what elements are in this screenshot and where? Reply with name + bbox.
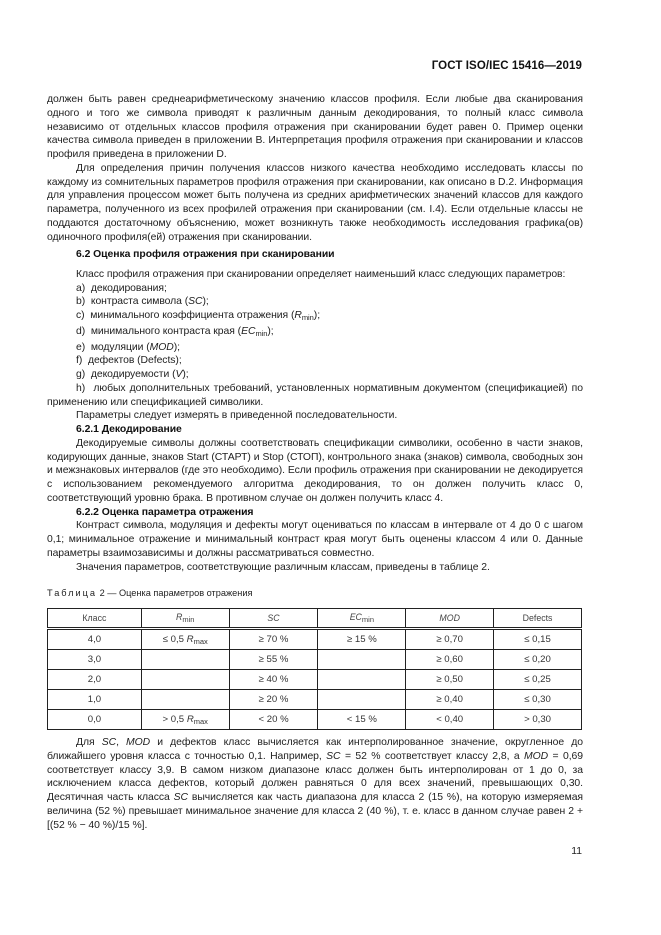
list-text-end: );: [267, 325, 274, 337]
symbol-sc: SC: [326, 750, 341, 762]
list-item-c: [47, 309, 583, 325]
list-item-b: [47, 295, 583, 309]
intro-paragraph-2: Для определения причин получения классов низкого качества необходимо исследовать классы по каждому из сомнительных параметров профиля отражения при сканировании, как описано в D.2. Информация для управления процессом может быть получена из средних арифметических значений классов для каждого параметра, полученного из всех профилей отражения при сканировании (см. I.4). Если отдельные классы не поддаются достаточному объяснению, может возникнуть также необходимость исследования графика(ов) одиночного профиля(ей) отражения при сканировании.: [47, 162, 583, 243]
cell-rmin-prefix: ≤ 0,5: [162, 633, 187, 645]
list-text: дефектов (Defects);: [87, 355, 182, 367]
section-6-2-1-heading: 6.2.1 Декодирование: [76, 424, 182, 435]
list-text: контраста символа (: [90, 296, 189, 308]
section-6-2: [47, 248, 583, 574]
cell-defects: ≤ 0,25: [494, 670, 582, 690]
cell-rmin: [141, 690, 229, 710]
header-ecmin: [318, 609, 406, 629]
cell-grade: 3,0: [48, 650, 142, 670]
subscript-min: min: [301, 313, 314, 322]
closing-paragraph: [47, 736, 583, 832]
document-standard-header: ГОСТ ISO/IEC 15416—2019: [431, 60, 582, 72]
cell-mod: ≥ 0,50: [406, 670, 494, 690]
text-run: и дефектов класс вычисляется как интерполированное значение, округленное до ближайшего уровня класса с точностью 0,1. Например,: [47, 737, 583, 762]
table-body: [48, 629, 582, 730]
list-text-end: );: [202, 296, 209, 308]
cell-rmin-symbol: R: [186, 633, 194, 645]
cell-rmin: [141, 710, 229, 730]
list-text: минимального коэффициента отражения (: [90, 310, 295, 321]
text-run: Для: [76, 737, 102, 748]
section-6-2-1-text: Декодируемые символы должны соответствовать спецификации символики, особенно в части знаков, кодирующих данные, знаков Start (СТАРТ) и Stop (СТОП), контрольного знака (знаков) символа, свободных зон и межзнаковых интервалов (где это необходимо). Если профиль отражения при сканировании не декодируется с использованием рекомендуемого алгоритма декодирования, то он должен получить класс 0, соответствующий уровню брака. В противном случае он должен получить класс 4.: [47, 437, 583, 504]
cell-mod: ≥ 0,40: [406, 690, 494, 710]
list-marker: d): [76, 325, 86, 337]
symbol-ec: EC: [241, 325, 256, 337]
cell-sc: ≥ 55 %: [229, 650, 318, 670]
cell-rmin: [141, 629, 229, 650]
list-item-a: [47, 282, 583, 296]
symbol-sc: SC: [101, 737, 117, 748]
header-ecmin-symbol: EC: [349, 612, 362, 622]
cell-rmin-subscript: max: [193, 636, 208, 646]
list-marker: c): [76, 310, 85, 321]
list-text: декодирования;: [90, 282, 167, 294]
list-text: минимального контраста края (: [90, 325, 242, 337]
cell-rmin-prefix: > 0,5: [162, 713, 187, 725]
text-run: = 0,69 соответствует классу 3,9. В самом низком диапазоне класс должен быть интерполирован от 1 до 0, за исключением класса дефектов, который должен равняться 0 для всех значений, превышающих 0,30. Десятичная часть класса: [47, 750, 583, 803]
cell-ecmin: ≥ 15 %: [318, 629, 406, 650]
cell-ecmin: < 15 %: [318, 710, 406, 730]
cell-mod: < 0,40: [406, 710, 494, 730]
table-row: [48, 650, 582, 670]
cell-defects: ≤ 0,30: [494, 690, 582, 710]
table-row: [48, 629, 582, 650]
list-text-end: );: [182, 369, 189, 380]
text-run: вычисляется как часть диапазона для класса 2 (15 %), на которую измеряемая величина (52 %) превышает минимальное значение для класса 2 (40 %), т. е. класс в данном случае равен 2 + [(52 % − 40 %)/15 %].: [47, 792, 584, 831]
cell-sc: ≥ 70 %: [229, 629, 318, 650]
cell-sc: ≥ 20 %: [229, 690, 318, 710]
cell-sc: ≥ 40 %: [229, 670, 318, 690]
table-header-row: [48, 609, 582, 629]
header-mod: MOD: [406, 609, 494, 629]
table-row: [48, 670, 582, 690]
cell-grade: 0,0: [48, 710, 142, 730]
closing-section: [47, 736, 583, 832]
list-marker: a): [76, 282, 86, 294]
section-6-2-2-paragraph-1: Контраст символа, модуляция и дефекты могут оцениваться по классам в интервале от 4 до 0 с шагом 0,1; минимальное отражение и минимальный контраст края могут быть оценены классом 4 или 0. Данные параметры взаимозависимы и должны рассматриваться совместно.: [47, 520, 583, 559]
list-item-f: [47, 354, 583, 368]
table-caption-text: 2 — Оценка параметров отражения: [99, 588, 253, 598]
page-number: 11: [571, 846, 582, 857]
header-rmin: [141, 609, 229, 629]
cell-mod: ≥ 0,60: [406, 650, 494, 670]
cell-grade: 1,0: [48, 690, 142, 710]
cell-rmin: [141, 650, 229, 670]
table-caption: [47, 588, 252, 598]
list-text: любых дополнительных требований, установленных нормативным документом (спецификацией) по применению или спецификацией символики.: [47, 382, 583, 408]
list-item-h: [47, 382, 583, 410]
intro-section: [47, 93, 583, 244]
table-caption-label: Таблица: [47, 588, 98, 598]
section-6-2-heading: 6.2 Оценка профиля отражения при сканировании: [76, 249, 335, 260]
cell-grade: 4,0: [48, 629, 142, 650]
text-run: ,: [116, 737, 127, 748]
list-item-e: [47, 341, 583, 355]
cell-defects: ≤ 0,15: [494, 629, 582, 650]
list-marker: h): [76, 382, 86, 394]
cell-rmin-subscript: max: [193, 716, 208, 726]
symbol-mod: MOD: [524, 750, 549, 762]
header-defects: Defects: [494, 609, 582, 629]
header-sc: SC: [229, 609, 318, 629]
cell-defects: ≤ 0,20: [494, 650, 582, 670]
section-6-2-2-paragraph-2: Значения параметров, соответствующие различным классам, приведены в таблице 2.: [76, 561, 490, 573]
list-text: декодируемости (: [90, 369, 176, 380]
cell-ecmin: [318, 690, 406, 710]
header-rmin-subscript: min: [182, 615, 195, 624]
text-run: = 52 % соответствует классу 2,8, а: [340, 750, 524, 762]
header-ecmin-subscript: min: [361, 615, 375, 624]
symbol-mod: MOD: [126, 737, 151, 748]
header-rmin-symbol: R: [176, 612, 183, 622]
cell-mod: ≥ 0,70: [406, 629, 494, 650]
cell-sc: < 20 %: [229, 710, 318, 730]
symbol-sc: SC: [188, 296, 203, 308]
list-text-end: );: [313, 310, 321, 321]
header-grade: Класс: [48, 609, 142, 629]
cell-rmin: [141, 670, 229, 690]
list-item-d: [47, 325, 583, 341]
cell-ecmin: [318, 650, 406, 670]
cell-ecmin: [318, 670, 406, 690]
list-item-g: [47, 368, 583, 382]
list-marker: b): [76, 296, 86, 308]
table-row: [48, 690, 582, 710]
symbol-mod: MOD: [149, 341, 174, 353]
table-row: [48, 710, 582, 730]
cell-defects: > 0,30: [494, 710, 582, 730]
list-text-end: );: [173, 341, 180, 353]
symbol-r: R: [294, 310, 302, 321]
cell-grade: 2,0: [48, 670, 142, 690]
list-marker: e): [76, 341, 86, 353]
symbol-sc: SC: [173, 792, 189, 803]
order-note: Параметры следует измерять в приведенной последовательности.: [76, 410, 398, 422]
section-6-2-2-heading: 6.2.2 Оценка параметра отражения: [76, 506, 254, 518]
cell-rmin-symbol: R: [186, 713, 194, 725]
list-marker: f): [76, 355, 83, 367]
list-text: модуляции (: [90, 341, 150, 353]
subscript-min: min: [255, 328, 268, 338]
intro-paragraph-1: должен быть равен среднеарифметическому значению классов профиля. Если любые два сканирования одного и того же символа приводят к различным данным декодирования, то полный класс символа независимо от отдельных классов профиля отражения при сканировании будет равен 0. Пример оценки качества символа приведен в приложении В. Интерпретация профиля отражения при сканировании и классов профиля приведена в приложении D.: [47, 94, 583, 160]
reflectance-parameters-table: [47, 608, 582, 730]
section-6-2-lead: Класс профиля отражения при сканировании определяет наименьший класс следующих параметров:: [76, 268, 566, 280]
list-marker: g): [76, 369, 86, 380]
symbol-v: V: [175, 369, 183, 380]
